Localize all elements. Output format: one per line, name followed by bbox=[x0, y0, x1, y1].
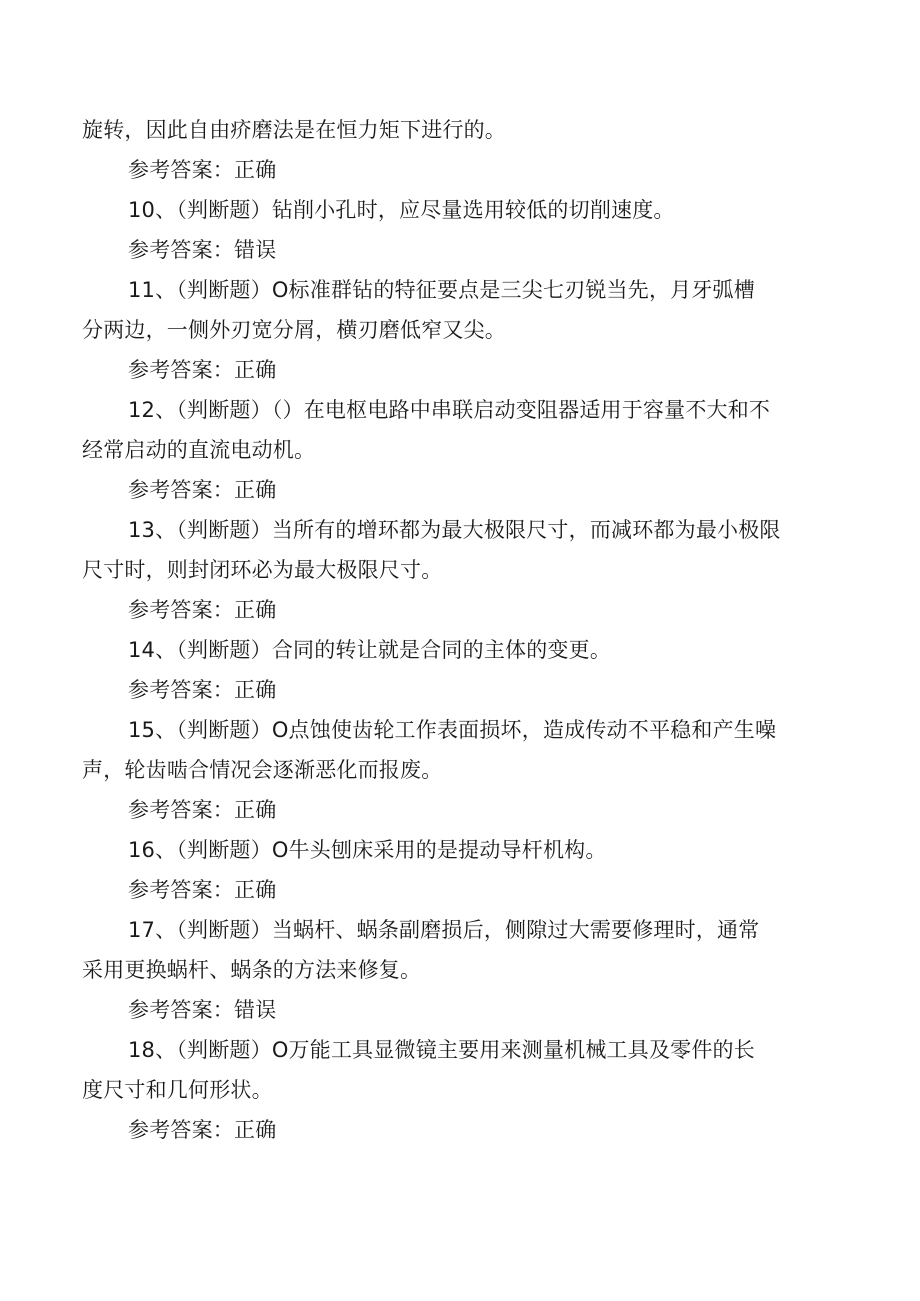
answer-value: 正确 bbox=[234, 478, 277, 502]
answer-line bbox=[82, 670, 842, 710]
question-continuation-line: 声，轮齿啮合情况会逐渐恶化而报废。 bbox=[82, 758, 443, 782]
answer-value: 正确 bbox=[234, 678, 277, 702]
question-continuation-line: 分两边，一侧外刃宽分屑，横刃磨低窄又尖。 bbox=[82, 318, 506, 342]
question-list bbox=[82, 110, 842, 1150]
answer-label: 参考答案： bbox=[128, 158, 234, 182]
continuation-line: 旋转，因此自由疥磨法是在恒力矩下进行的。 bbox=[82, 118, 506, 142]
question-line: 15、（判断题）O点蚀使齿轮工作表面损坏，造成传动不平稳和产生噪 bbox=[128, 718, 777, 742]
question-line: 17、（判断题）当蜗杆、蜗条副磨损后，侧隙过大需要修理时，通常 bbox=[128, 918, 760, 942]
answer-line bbox=[82, 990, 842, 1030]
answer-line bbox=[82, 470, 842, 510]
answer-value: 错误 bbox=[234, 238, 277, 262]
question-continuation-line: 度尺寸和几何形状。 bbox=[82, 1078, 273, 1102]
answer-value: 正确 bbox=[234, 878, 277, 902]
answer-label: 参考答案： bbox=[128, 998, 234, 1022]
answer-value: 正确 bbox=[234, 598, 277, 622]
question-continuation-line: 采用更换蜗杆、蜗条的方法来修复。 bbox=[82, 958, 422, 982]
question-line: 13、（判断题）当所有的增环都为最大极限尺寸，而减环都为最小极限 bbox=[128, 518, 781, 542]
question-line: 18、（判断题）O万能工具显微镜主要用来测量机械工具及零件的长 bbox=[128, 1038, 755, 1062]
answer-label: 参考答案： bbox=[128, 358, 234, 382]
question-line: 10、（判断题）钻削小孔时，应尽量选用较低的切削速度。 bbox=[128, 198, 675, 222]
question-line: 14、（判断题）合同的转让就是合同的主体的变更。 bbox=[128, 638, 612, 662]
question-line: 11、（判断题）O标准群钻的特征要点是三尖七刃锐当先，月牙弧槽 bbox=[128, 278, 755, 302]
question-continuation-line: 尺寸时，则封闭环必为最大极限尺寸。 bbox=[82, 558, 443, 582]
answer-line bbox=[82, 350, 842, 390]
answer-label: 参考答案： bbox=[128, 678, 234, 702]
answer-label: 参考答案： bbox=[128, 798, 234, 822]
answer-label: 参考答案： bbox=[128, 598, 234, 622]
answer-line bbox=[82, 230, 842, 270]
answer-label: 参考答案： bbox=[128, 478, 234, 502]
question-line: 12、（判断题）（）在电枢电路中串联启动变阻器适用于容量不大和不 bbox=[128, 398, 771, 422]
question-continuation-line: 经常启动的直流电动机。 bbox=[82, 438, 316, 462]
answer-line bbox=[82, 150, 842, 190]
answer-value: 正确 bbox=[234, 798, 277, 822]
answer-line bbox=[82, 1110, 842, 1150]
answer-value: 正确 bbox=[234, 158, 277, 182]
answer-label: 参考答案： bbox=[128, 238, 234, 262]
question-line: 16、（判断题）O牛头刨床采用的是提动导杆机构。 bbox=[128, 838, 607, 862]
answer-value: 正确 bbox=[234, 358, 277, 382]
answer-label: 参考答案： bbox=[128, 1118, 234, 1142]
answer-value: 错误 bbox=[234, 998, 277, 1022]
answer-line bbox=[82, 790, 842, 830]
answer-line bbox=[82, 590, 842, 630]
answer-value: 正确 bbox=[234, 1118, 277, 1142]
answer-label: 参考答案： bbox=[128, 878, 234, 902]
answer-line bbox=[82, 870, 842, 910]
